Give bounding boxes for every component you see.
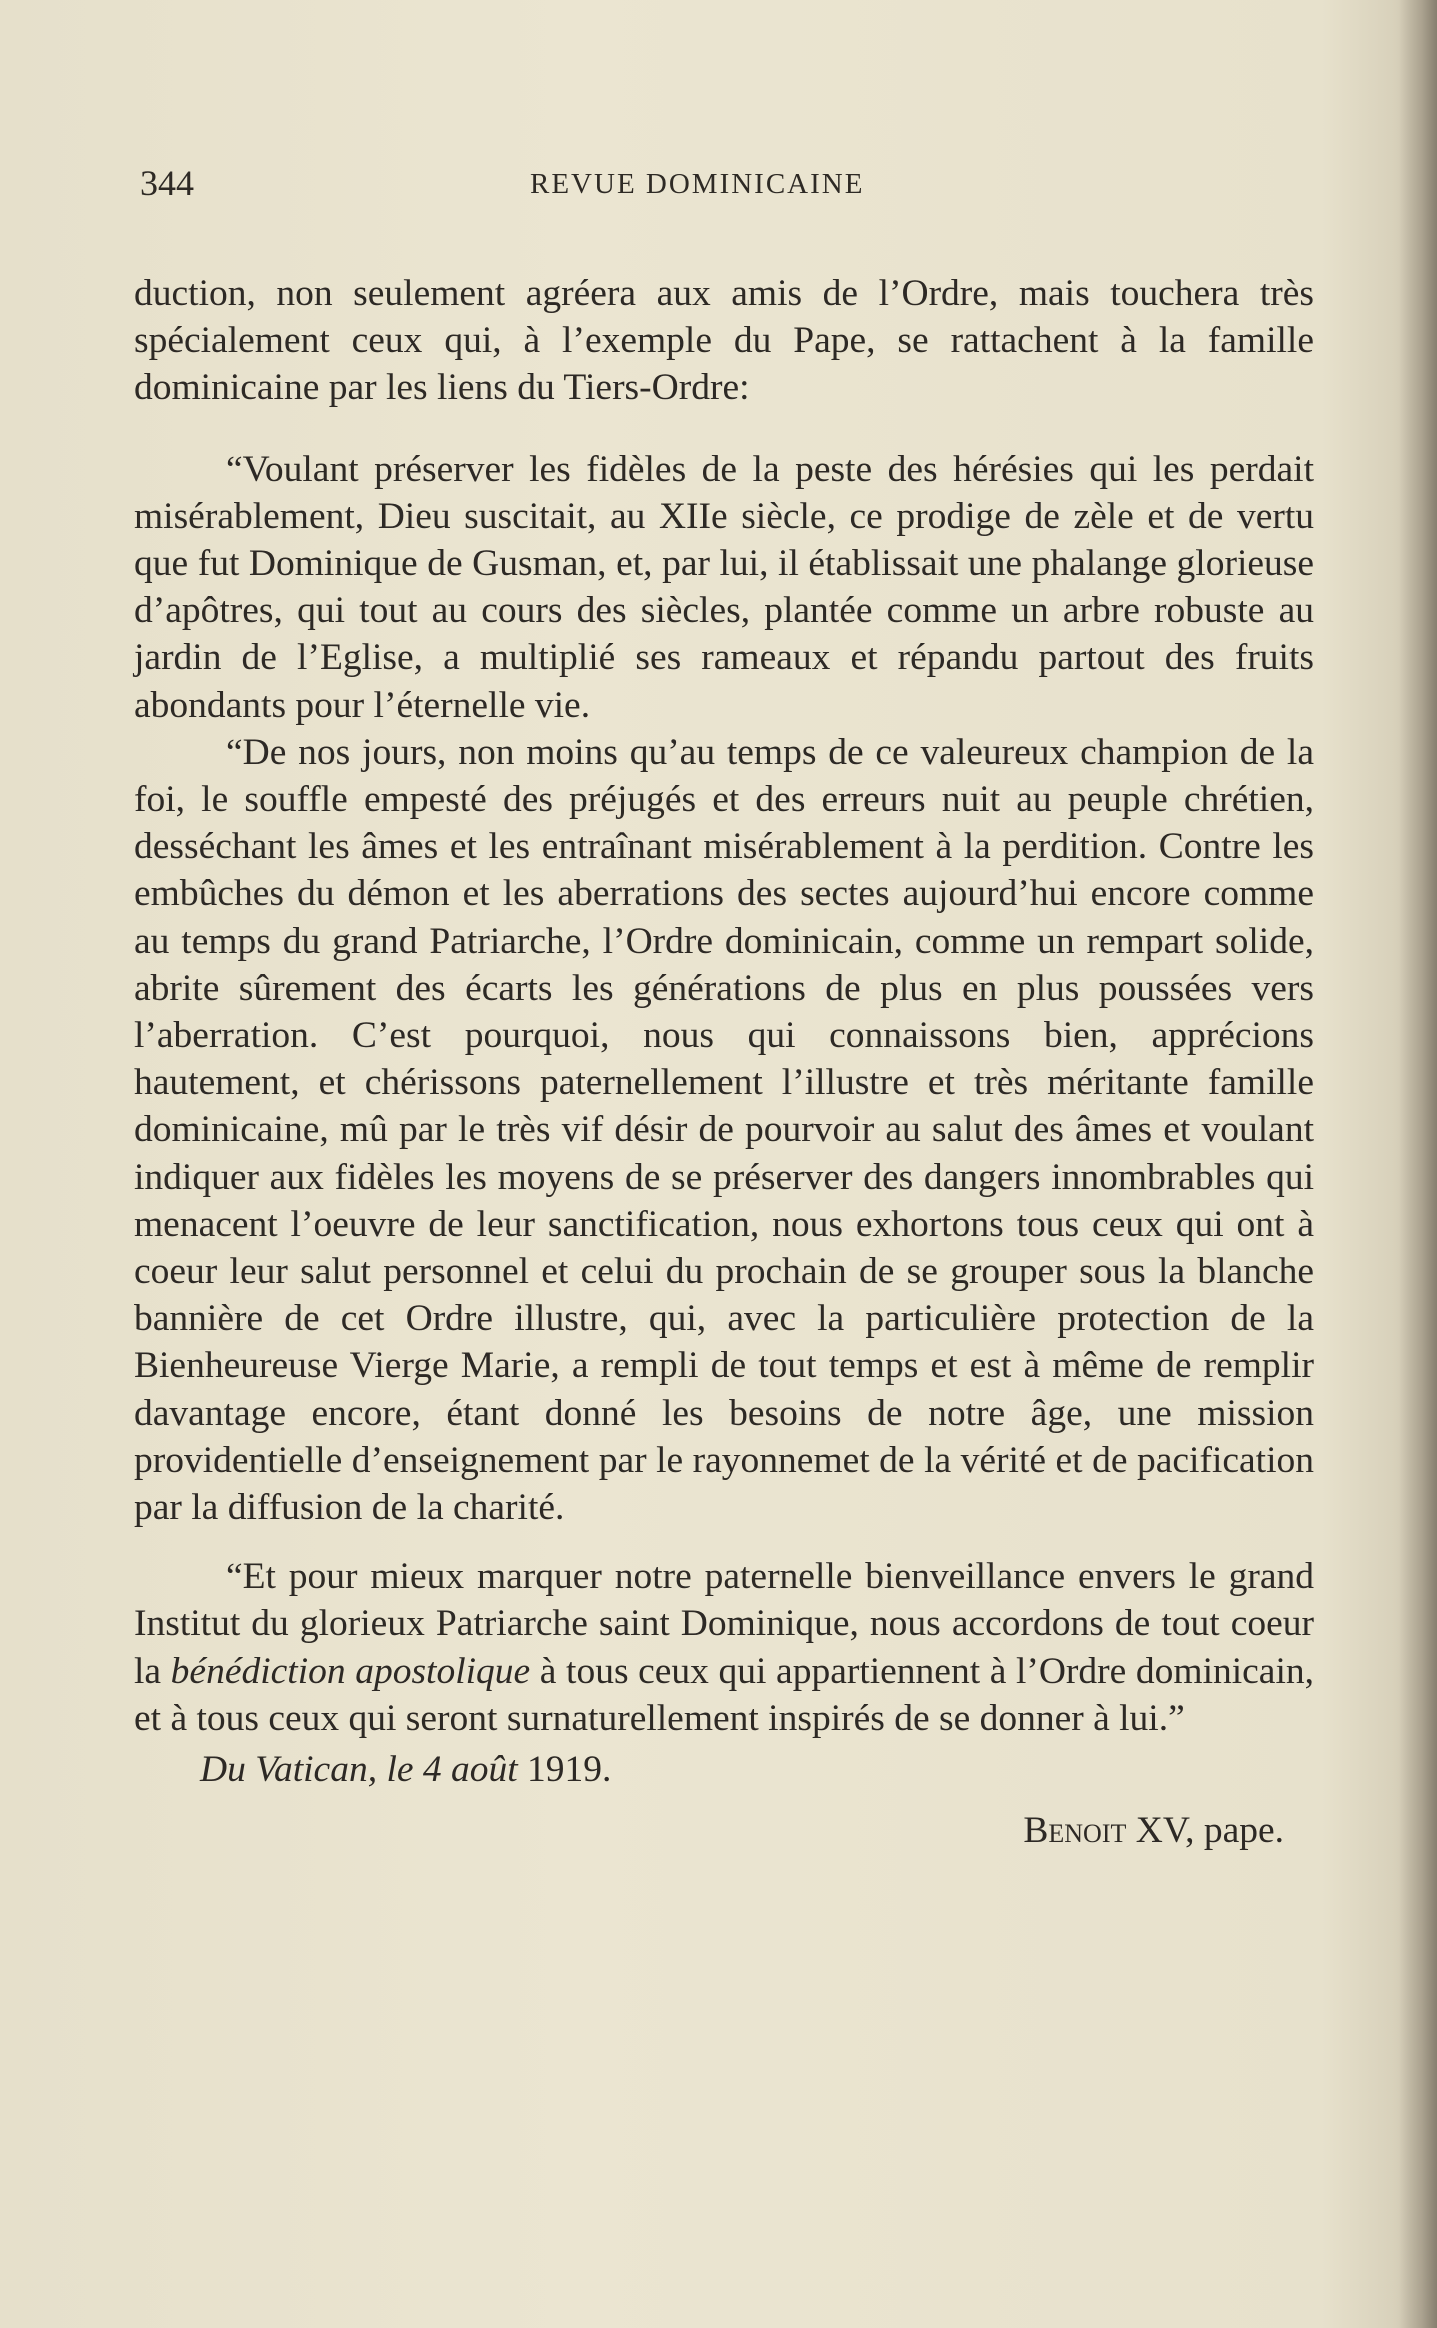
quote-paragraph-3-end: à tous ceux qui appartiennent à l’Ordre dominicain, et à tous ceux qui seront surnaturellement inspirés de se donner à lui.” bbox=[134, 1650, 1314, 1739]
signature bbox=[134, 1807, 1314, 1854]
page-number: 344 bbox=[140, 163, 194, 203]
page-header bbox=[140, 162, 1310, 212]
signature-name: Benoit XV, bbox=[1023, 1810, 1195, 1852]
dateline bbox=[134, 1746, 1314, 1793]
quote-paragraph-3-start: “Et pour mieux marquer notre paternelle bienveillance envers le grand Institut du glorieux Patriarche saint Dominique, nous accordons de tout coeur la bbox=[134, 1556, 1314, 1692]
dateline-year: 1919. bbox=[527, 1749, 612, 1791]
dateline-place: Du Vatican, le 4 août bbox=[200, 1749, 518, 1791]
intro-paragraph: duction, non seulement agréera aux amis de l’Ordre, mais touchera très spécialement ceux qui, à l’exemple du Pape, se rattachent à la famille dominicaine par les liens du Tiers-Ordre: bbox=[134, 273, 1314, 409]
quote-paragraph-3-emphasis: bénédiction apostolique bbox=[170, 1650, 531, 1692]
page-edge-shadow bbox=[1399, 0, 1437, 2328]
quote-paragraph-2: “De nos jours, non moins qu’au temps de ce valeureux champion de la foi, le souffle empesté des préjugés et des erreurs nuit au peuple chrétien, desséchant les âmes et les entraînant misérablement à la perdition. Contre les embûches du démon et les aberrations des sectes aujourd’hui encore comme au temps du grand Patriarche, l’Ordre dominicain, comme un rempart solide, abrite sûrement des écarts les générations de plus en plus poussées vers l’aberration. C’est pourquoi, nous qui connaissons bien, apprécions hautement, et chérissons paternellement l’illustre et très méritante famille dominicaine, mû par le très vif désir de pourvoir au salut des âmes et voulant indiquer aux fidèles les moyens de se préserver des dangers innombrables qui menacent l’oeuvre de leur sanctification, nous exhortons tous ceux qui ont à coeur leur salut personnel et celui du prochain de se grouper sous la blanche bannière de cet Ordre illustre, qui, avec la particulière protection de la Bienheureuse Vierge Marie, a rempli de tout temps et est à même de remplir davantage encore, étant donné les besoins de notre âge, une mission providentielle d’enseignement par le rayonnemet de la vérité et de pacification par la diffusion de la charité. bbox=[134, 731, 1314, 1529]
quote-paragraph-1: “Voulant préserver les fidèles de la peste des hérésies qui les perdait misérablement, Dieu suscitait, au XIIe siècle, ce prodige de zèle et de vertu que fut Dominique de Gusman, et, par lui, il établissait une phalange glorieuse d’apôtres, qui tout au cours des siècles, plantée comme un arbre robuste au jardin de l’Eglise, a multiplié ses rameaux et répandu partout des fruits abondants pour l’éternelle vie. bbox=[134, 448, 1314, 726]
running-head: REVUE DOMINICAINE bbox=[530, 168, 865, 200]
quote-paragraph-3 bbox=[134, 1553, 1314, 1742]
page-body bbox=[134, 270, 1314, 1855]
signature-title: pape. bbox=[1203, 1810, 1284, 1852]
